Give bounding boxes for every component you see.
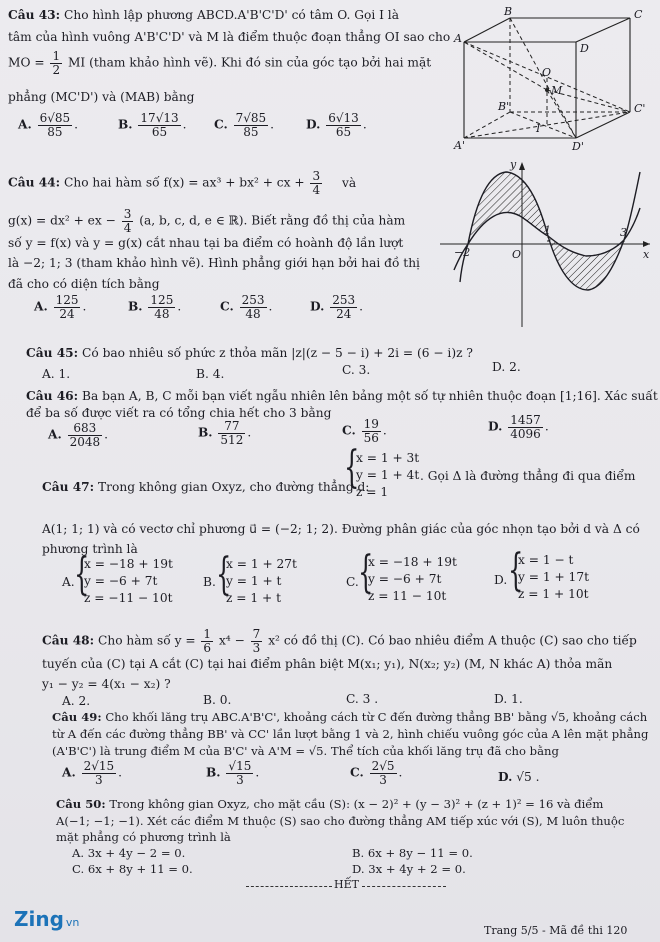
q49-option-b: B. $\frac{√15}{3}$ . bbox=[206, 759, 260, 787]
q48-line3: y₁ − y₂ = 4(x₁ − x₂) ? bbox=[42, 677, 171, 691]
zing-logo: Zing vn bbox=[14, 907, 80, 931]
q50-label: Câu 50: bbox=[56, 797, 106, 811]
q45-option-c: C. 3. bbox=[342, 363, 371, 377]
q47-line3: phương trình là bbox=[42, 542, 138, 556]
page-footer: Trang 5/5 - Mã đề thi 120 bbox=[484, 924, 628, 937]
label-cp: C' bbox=[634, 102, 646, 115]
q47-d2-brace: { bbox=[508, 545, 524, 596]
cube-figure bbox=[452, 4, 652, 154]
q47-a-brace: { bbox=[74, 549, 90, 600]
q50-line1: Câu 50: Trong không gian Oxyz, cho mặt cầu (S): (x − 2)² + (y − 3)² + (z + 1)² = 16 và điểm bbox=[56, 797, 604, 811]
q47-option-b-label: B. bbox=[203, 575, 216, 589]
q49-option-a: A. $\frac{2√15}{3}$ . bbox=[62, 759, 123, 787]
q50-option-a: A. 3x + 4y − 2 = 0. bbox=[72, 846, 186, 860]
q48-option-b: B. 0. bbox=[203, 693, 232, 707]
q50-option-d: D. 3x + 4y + 2 = 0. bbox=[352, 862, 466, 876]
q43-option-a: A. $\frac{6√85}{85}$ . bbox=[18, 111, 79, 139]
q43-option-b: B. $\frac{17√13}{65}$ . bbox=[118, 111, 187, 139]
q46-text1: Ba bạn A, B, C mỗi bạn viết ngẫu nhiên lên bảng một số tự nhiên thuộc đoạn [1;16]. Xác suất bbox=[82, 389, 658, 403]
q45-option-a: A. 1. bbox=[42, 367, 71, 381]
q44-line1: Câu 44: Cho hai hàm số f(x) = ax³ + bx² + cx + $\frac{3}{4}$ và bbox=[8, 169, 357, 197]
end-mark: HẾT bbox=[334, 878, 359, 891]
label-c: C bbox=[634, 8, 643, 21]
end-rule-right bbox=[362, 886, 446, 887]
label-ap: A' bbox=[454, 139, 465, 152]
q43-label: Câu 43: bbox=[8, 8, 61, 22]
q46-line1 bbox=[26, 389, 658, 403]
q43-half: $\frac{1}{2}$ bbox=[52, 49, 61, 77]
q49-line3: (A'B'C') là trung điểm M của B'C' và A'M = √5. Thể tích của khối lăng trụ đã cho bằng bbox=[52, 744, 559, 758]
label-o: O bbox=[542, 66, 552, 79]
graph-label-3: 3 bbox=[620, 226, 627, 239]
q44-label: Câu 44: bbox=[8, 175, 61, 190]
q47-option-a: x = −18 + 19t y = −6 + 7t z = −11 − 10t bbox=[84, 557, 173, 605]
q46-option-b: B. $\frac{77}{512}$ . bbox=[198, 419, 252, 447]
q46-option-d: D. $\frac{1457}{4096}$ . bbox=[488, 413, 549, 441]
q47-label: Câu 47: bbox=[42, 480, 95, 494]
q48-line1: Câu 48: Cho hàm số y = $\frac{1}{6}$ x⁴ − $\frac{7}{3}$ x² có đồ thị (C). Có bao nhiêu điểm A thuộc (C) sao cho tiếp bbox=[42, 627, 637, 655]
q47-d-system: x = 1 + 3t y = 1 + 4t z = 1 bbox=[356, 451, 420, 499]
q47-option-a-label: A. bbox=[62, 575, 75, 589]
q43-line1 bbox=[8, 8, 399, 22]
q44-option-c: C. $\frac{253}{48}$ . bbox=[220, 293, 273, 321]
q46-option-a: A. $\frac{683}{2048}$ . bbox=[48, 421, 108, 449]
end-rule-left bbox=[246, 886, 332, 887]
q48-option-c: C. 3 . bbox=[346, 692, 379, 706]
label-dp: D' bbox=[572, 140, 584, 153]
q47-option-b: x = 1 + 27t y = 1 + t z = 1 + t bbox=[226, 557, 297, 605]
q43-line4: phẳng (MC'D') và (MAB) bằng bbox=[8, 90, 195, 104]
q43-text3: MI (tham khảo hình vẽ). Khi đó sin của góc tạo bởi hai mặt bbox=[67, 55, 432, 70]
graph-label-x: x bbox=[643, 248, 650, 261]
function-graph bbox=[440, 152, 655, 332]
q45-option-b: B. 4. bbox=[196, 367, 225, 381]
q50-option-b: B. 6x + 8y − 11 = 0. bbox=[352, 846, 473, 860]
graph-label-y: y bbox=[510, 158, 517, 171]
q43-option-d: D. $\frac{6√13}{65}$ . bbox=[306, 111, 367, 139]
q49-option-c: C. $\frac{2√5}{3}$ . bbox=[350, 759, 403, 787]
q44-line3: số y = f(x) và y = g(x) cắt nhau tại ba điểm có hoành độ lần lượt bbox=[8, 236, 404, 250]
q50-option-c: C. 6x + 8y + 11 = 0. bbox=[72, 862, 193, 876]
q48-label: Câu 48: bbox=[42, 633, 95, 648]
q48-option-a: A. 2. bbox=[62, 694, 91, 708]
q47-after: . Gọi Δ là đường thẳng đi qua điểm bbox=[420, 469, 636, 483]
q47-option-c: x = −18 + 19t y = −6 + 7t z = 11 − 10t bbox=[368, 555, 457, 603]
q44-line4: là −2; 1; 3 (tham khảo hình vẽ). Hình phẳng giới hạn bởi hai đồ thị bbox=[8, 256, 420, 270]
q47-option-d-label: D. bbox=[494, 573, 508, 587]
q44-option-d: D. $\frac{253}{24}$ . bbox=[310, 293, 364, 321]
q45-option-d: D. 2. bbox=[492, 360, 521, 374]
q47-option-c-label: C. bbox=[346, 575, 359, 589]
q43-line3 bbox=[8, 50, 431, 76]
q47-intro bbox=[42, 480, 369, 494]
q49-line1: Câu 49: Cho khối lăng trụ ABC.A'B'C', khoảng cách từ C đến đường thẳng BB' bằng √5, khoảng cách bbox=[52, 710, 648, 724]
q50-line3: mặt phẳng có phương trình là bbox=[56, 830, 231, 844]
q45-line bbox=[26, 346, 473, 360]
q43-text1: Cho hình lập phương ABCD.A'B'C'D' có tâm O. Gọi I là bbox=[64, 8, 399, 22]
label-bp: B' bbox=[498, 100, 510, 113]
q49-label: Câu 49: bbox=[52, 710, 102, 724]
q43-line2: tâm của hình vuông A'B'C'D' và M là điểm thuộc đoạn thẳng OI sao cho bbox=[8, 30, 451, 44]
q49-option-d: D. √5 . bbox=[498, 770, 540, 784]
q47-line2: A(1; 1; 1) và có vectơ chỉ phương u⃗ = (−2; 1; 2). Đường phân giác của góc nhọn tạo bởi d và Δ có bbox=[42, 522, 640, 536]
label-a: A bbox=[454, 32, 462, 45]
q48-option-d: D. 1. bbox=[494, 692, 523, 706]
label-d: D bbox=[580, 42, 589, 55]
graph-label-1: 1 bbox=[544, 224, 551, 237]
q46-label: Câu 46: bbox=[26, 389, 79, 403]
q47-intro-text: Trong không gian Oxyz, cho đường thẳng d: bbox=[98, 480, 370, 494]
q48-line2: tuyến của (C) tại A cắt (C) tại hai điểm phân biệt M(x₁; y₁), N(x₂; y₂) (M, N khác A) thỏa mãn bbox=[42, 657, 613, 671]
q45-text: Có bao nhiêu số phức z thỏa mãn |z|(z − 5 − i) + 2i = (6 − i)z ? bbox=[82, 346, 473, 360]
q44-option-b: B. $\frac{125}{48}$ . bbox=[128, 293, 182, 321]
q45-label: Câu 45: bbox=[26, 346, 79, 360]
q47-c-brace: { bbox=[358, 547, 374, 598]
q44-line5: đã cho có diện tích bằng bbox=[8, 277, 160, 291]
q43-option-c: C. $\frac{7√85}{85}$ . bbox=[214, 111, 275, 139]
q47-option-d: x = 1 − t y = 1 + 17t z = 1 + 10t bbox=[518, 553, 589, 601]
q50-line2: A(−1; −1; −1). Xét các điểm M thuộc (S) sao cho đường thẳng AM tiếp xúc với (S), M luôn thuộc bbox=[56, 814, 625, 828]
q47-d-brace: { bbox=[344, 442, 360, 493]
q43-mo: MO = bbox=[8, 55, 45, 70]
q49-line2: từ A đến các đường thẳng BB' và CC' lần lượt bằng 1 và 2, hình chiếu vuông góc của A lên mặt phẳng bbox=[52, 727, 649, 741]
label-i: I bbox=[536, 122, 541, 135]
q44-option-a: A. $\frac{125}{24}$ . bbox=[34, 293, 87, 321]
q46-line2: để ba số được viết ra có tổng chia hết cho 3 bằng bbox=[26, 406, 332, 420]
q46-option-c: C. $\frac{19}{56}$ . bbox=[342, 417, 387, 445]
label-m: M bbox=[551, 84, 563, 97]
q44-text1: Cho hai hàm số f(x) = ax³ + bx² + cx + bbox=[64, 175, 305, 190]
graph-label-minus2: −2 bbox=[454, 246, 471, 259]
graph-label-o: O bbox=[512, 248, 522, 261]
label-b: B bbox=[504, 5, 513, 18]
q47-b-brace: { bbox=[216, 549, 232, 600]
q44-line2: g(x) = dx² + ex − $\frac{3}{4}$ (a, b, c, d, e ∈ ℝ). Biết rằng đồ thị của hàm bbox=[8, 207, 406, 235]
